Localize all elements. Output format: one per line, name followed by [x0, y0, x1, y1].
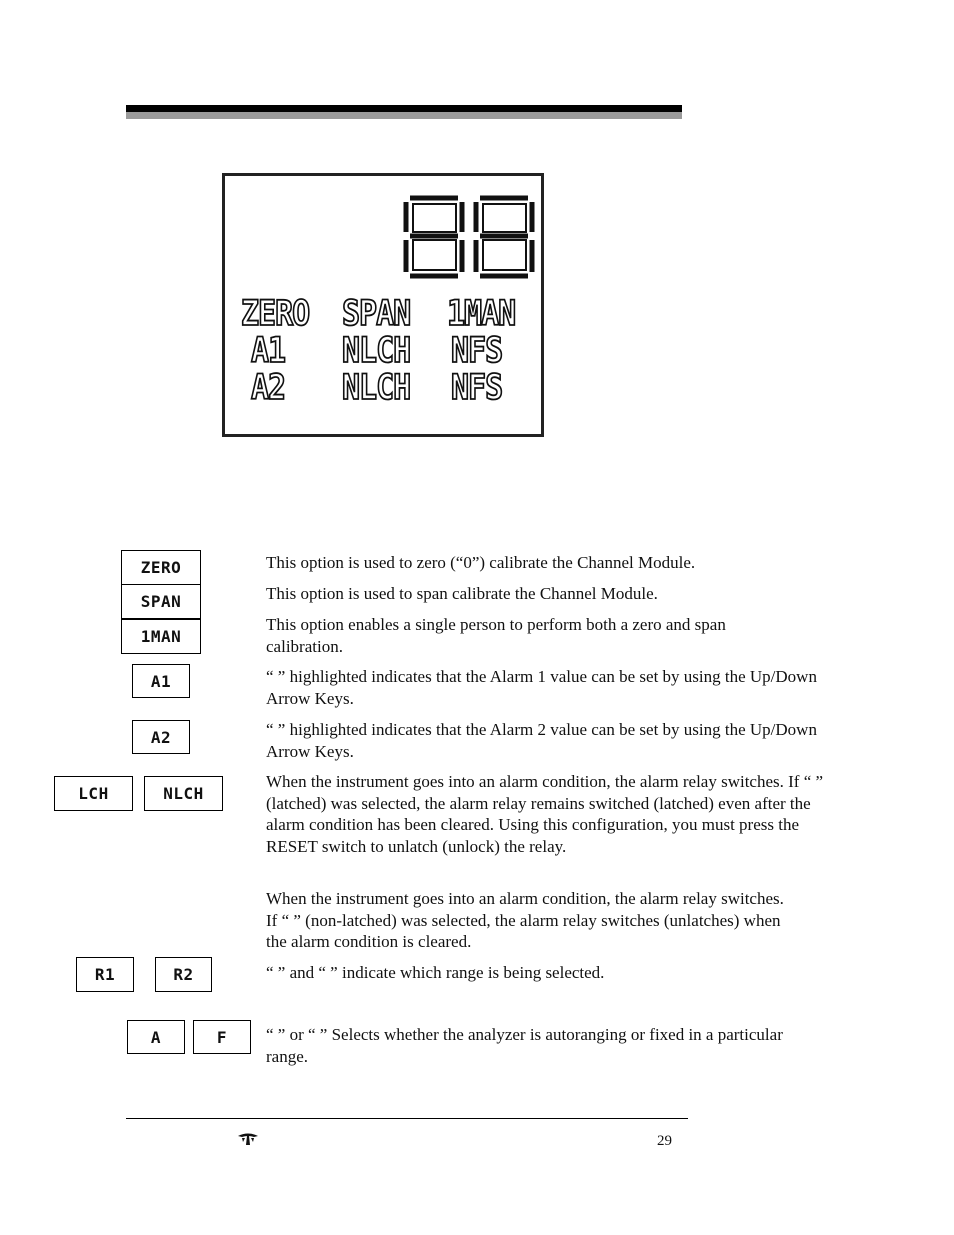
lcd-nlch-1: NLCH [342, 331, 411, 372]
auto-key: A [127, 1020, 185, 1054]
a1-description: “ ” highlighted indicates that the Alarm 1 value can be set by using the Up/Down Arrow Keys. [266, 667, 817, 708]
span-key: SPAN [121, 584, 201, 619]
lcd-a2: A2 [251, 368, 286, 409]
lcd-digits [400, 192, 535, 282]
lcd-nlch-2: NLCH [342, 368, 411, 409]
lch-key: LCH [54, 776, 133, 811]
one-man-description: This option enables a single person to perform both a zero and span calibration. [266, 615, 726, 656]
teledyne-logo-icon [236, 1132, 260, 1146]
a2-key: A2 [132, 720, 190, 754]
auto-fixed-description: “ ” or “ ” Selects whether the analyzer is autoranging or fixed in a particular range. [266, 1025, 783, 1066]
zero-key: ZERO [121, 550, 201, 585]
span-description: This option is used to span calibrate the Channel Module. [266, 584, 658, 603]
lcd-display [222, 173, 544, 437]
lcd-nfs-1: NFS [451, 331, 503, 372]
footer-rule [126, 1118, 688, 1119]
r1-key: R1 [76, 957, 134, 992]
nlch-key: NLCH [144, 776, 223, 811]
a1-key: A1 [132, 664, 190, 698]
zero-description: This option is used to zero (“0”) calibrate the Channel Module. [266, 553, 696, 572]
a2-description: “ ” highlighted indicates that the Alarm 2 value can be set by using the Up/Down Arrow Keys. [266, 720, 817, 761]
range-description: “ ” and “ ” indicate which range is being selected. [266, 963, 605, 982]
lch-description: When the instrument goes into an alarm condition, the alarm relay switches. If “ ” (latched) was selected, the alarm relay remains switched (latched) even after the alarm condition has been cleared. Using this configuration, you must press the RESET switch to unlatch (unlock) the relay. [266, 772, 824, 856]
lcd-zero: ZERO [241, 294, 310, 335]
page-number: 29 [657, 1133, 672, 1149]
one-man-key: 1MAN [121, 619, 201, 654]
fixed-key: F [193, 1020, 251, 1054]
lcd-1man: 1MAN [447, 294, 516, 335]
header-rule [126, 105, 682, 119]
r2-key: R2 [155, 957, 212, 992]
lcd-a1: A1 [251, 331, 286, 372]
lcd-span: SPAN [342, 294, 411, 335]
nlch-description: When the instrument goes into an alarm condition, the alarm relay switches. If “ ” (non-latched) was selected, the alarm relay switches (unlatches) when the alarm condition is cleared. [266, 889, 784, 951]
lcd-nfs-2: NFS [451, 368, 503, 409]
